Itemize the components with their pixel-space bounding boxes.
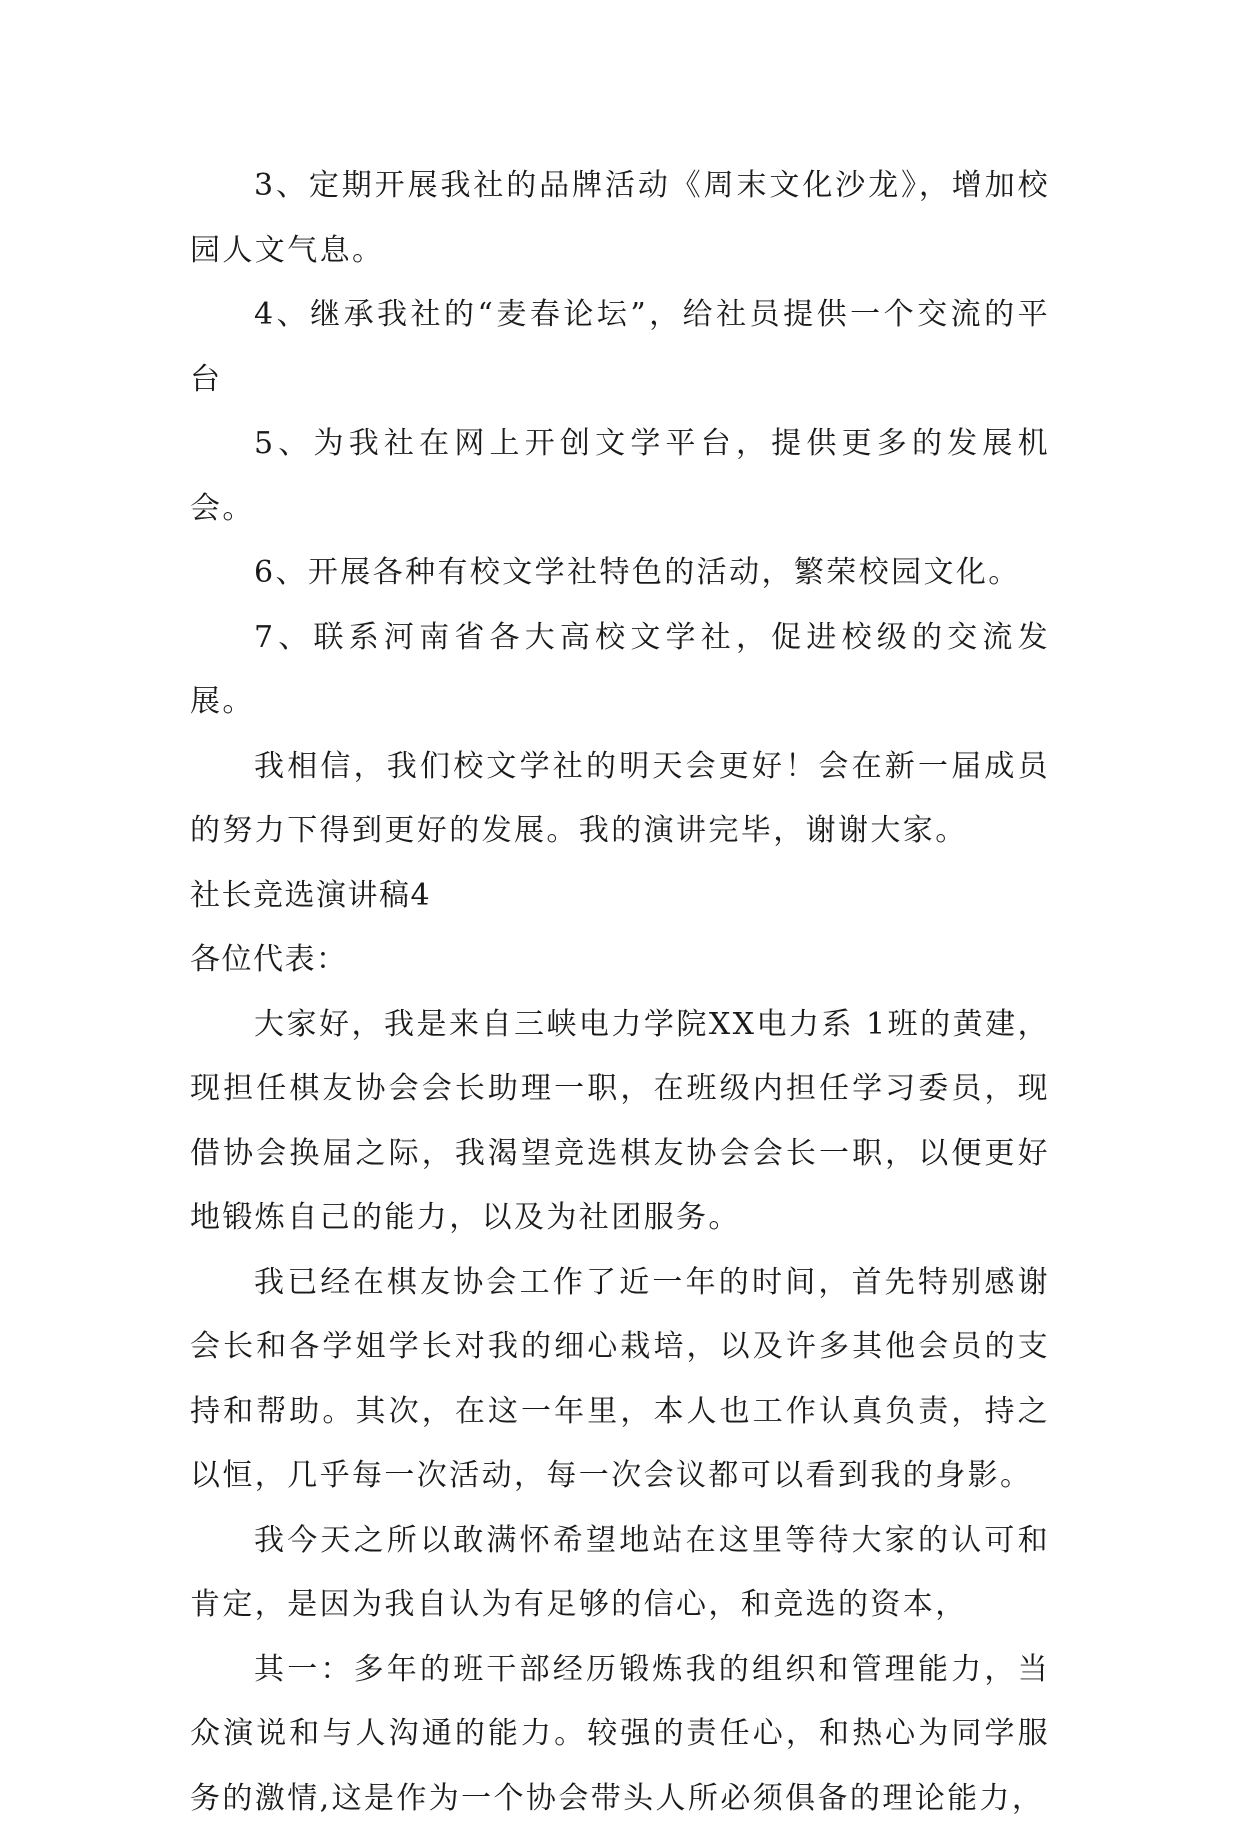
paragraph-closing: 我相信，我们校文学社的明天会更好！会在新一届成员的努力下得到更好的发展。我的演讲完毕，谢谢大家。 [190,735,1050,864]
paragraph-item-6: 6、开展各种有校文学社特色的活动，繁荣校园文化。 [190,541,1050,606]
document-body [190,154,1050,1831]
paragraph-confidence: 我今天之所以敢满怀希望地站在这里等待大家的认可和肯定，是因为我自认为有足够的信心，和竞选的资本， [190,1509,1050,1638]
paragraph-point-1: 其一：多年的班干部经历锻炼我的组织和管理能力，当众演说和与人沟通的能力。较强的责任心，和热心为同学服务的激情,这是作为一个协会带头人所必须俱备的理论能力， [190,1638,1050,1831]
paragraph-experience: 我已经在棋友协会工作了近一年的时间，首先特别感谢会长和各学姐学长对我的细心栽培，以及许多其他会员的支持和帮助。其次，在这一年里，本人也工作认真负责，持之以恒，几乎每一次活动，每一次会议都可以看到我的身影。 [190,1251,1050,1509]
salutation: 各位代表： [190,928,1050,993]
paragraph-item-4: 4、继承我社的“麦春论坛”，给社员提供一个交流的平台 [190,283,1050,412]
paragraph-item-7: 7、联系河南省各大高校文学社，促进校级的交流发展。 [190,606,1050,735]
section-title: 社长竞选演讲稿4 [190,864,1050,929]
paragraph-intro: 大家好，我是来自三峡电力学院XX电力系 1班的黄建，现担任棋友协会会长助理一职，在班级内担任学习委员，现借协会换届之际，我渴望竞选棋友协会会长一职，以便更好地锻炼自己的能力，以及为社团服务。 [190,993,1050,1251]
paragraph-item-3: 3、定期开展我社的品牌活动《周末文化沙龙》，增加校园人文气息。 [190,154,1050,283]
paragraph-item-5: 5、为我社在网上开创文学平台，提供更多的发展机会。 [190,412,1050,541]
